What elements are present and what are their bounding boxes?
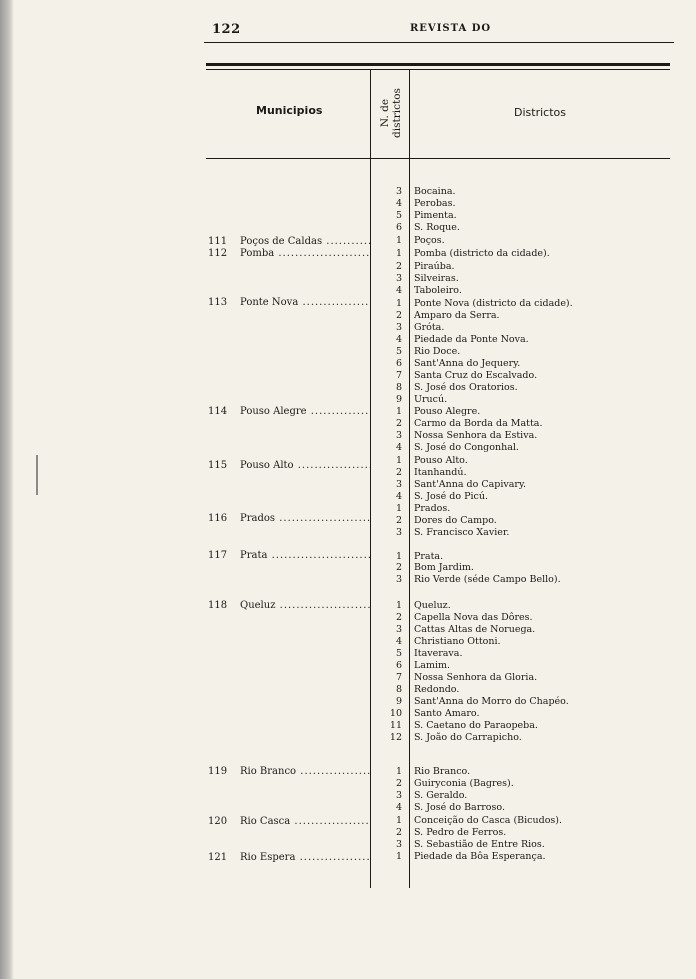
district-number: 2: [395, 261, 402, 272]
municipality-name: Pouso Alto .....: [240, 460, 370, 471]
municipality-number: 114: [208, 406, 228, 417]
district-number: 2: [395, 418, 402, 429]
district-number: 7: [395, 672, 402, 683]
district-name: S. Geraldo.: [414, 790, 468, 801]
n-districtos-line2: districtos: [391, 88, 403, 138]
column-header-districtos: Districtos: [514, 106, 566, 119]
district-name: Urucú.: [414, 394, 448, 405]
district-name: Piedade da Ponte Nova.: [414, 334, 529, 345]
municipality-name: Pouso Alegre .....: [240, 406, 370, 417]
district-number: 9: [395, 394, 402, 405]
district-number: 6: [395, 222, 402, 233]
district-number: 12: [389, 732, 402, 743]
district-name: Pouso Alegre.: [414, 406, 481, 417]
district-name: S. Sebastião de Entre Rios.: [414, 839, 545, 850]
municipality-number: 115: [208, 460, 228, 471]
header-rule: [204, 42, 674, 43]
municipality-name: Poços de Caldas .....: [240, 236, 370, 247]
district-name: Perobas.: [414, 198, 456, 209]
municipality-number: 118: [208, 600, 228, 611]
district-name: Gróta.: [414, 322, 445, 333]
municipality-number: 111: [208, 236, 228, 247]
district-number: 3: [395, 186, 402, 197]
district-name: Cattas Altas de Noruega.: [414, 624, 536, 635]
district-name: Silveiras.: [414, 273, 459, 284]
district-name: Lamim.: [414, 660, 451, 671]
municipality-number: 113: [208, 297, 228, 308]
district-number: 10: [389, 708, 402, 719]
district-name: Prata.: [414, 551, 444, 562]
district-number: 2: [395, 467, 402, 478]
municipality-name: Prados .....: [240, 513, 370, 524]
district-name: Itaverava.: [414, 648, 463, 659]
district-name: Pimenta.: [414, 210, 457, 221]
district-number: 1: [395, 503, 402, 514]
district-name: Sant'Anna do Morro do Chapéo.: [414, 696, 569, 707]
header-bottom-rule: [206, 158, 670, 159]
district-number: 1: [395, 248, 402, 259]
district-number: 4: [395, 636, 402, 647]
district-number: 1: [395, 766, 402, 777]
column-rule-right: [409, 70, 410, 888]
district-number: 1: [395, 298, 402, 309]
district-name: Nossa Senhora da Estiva.: [414, 430, 538, 441]
district-name: Sant'Anna do Jequery.: [414, 358, 521, 369]
district-name: Rio Branco.: [414, 766, 471, 777]
municipality-number: 116: [208, 513, 228, 524]
district-name: Taboleiro.: [414, 285, 462, 296]
municipality-number: 119: [208, 766, 228, 777]
district-name: S. Francisco Xavier.: [414, 527, 510, 538]
district-name: S. José do Barroso.: [414, 802, 505, 813]
column-header-n-districtos: [379, 78, 405, 148]
district-number: 7: [395, 370, 402, 381]
municipality-name: Rio Casca .....: [240, 816, 370, 827]
district-name: S. José dos Oratorios.: [414, 382, 518, 393]
district-number: 9: [395, 696, 402, 707]
district-number: 2: [395, 612, 402, 623]
district-number: 3: [395, 624, 402, 635]
municipality-number: 121: [208, 852, 228, 863]
municipality-name: Queluz .....: [240, 600, 370, 611]
column-header-municipios: Municipios: [256, 104, 323, 117]
district-name: S. Caetano do Paraopeba.: [414, 720, 538, 731]
district-number: 4: [395, 442, 402, 453]
page-edge-shadow: [0, 0, 14, 979]
district-name: Dores do Campo.: [414, 515, 497, 526]
district-number: 5: [395, 210, 402, 221]
district-name: Bocaina.: [414, 186, 456, 197]
district-number: 3: [395, 322, 402, 333]
page-number: 122: [212, 22, 241, 37]
district-number: 5: [395, 648, 402, 659]
district-number: 3: [395, 790, 402, 801]
municipality-number: 112: [208, 248, 228, 259]
district-name: S. João do Carrapicho.: [414, 732, 522, 743]
district-number: 1: [395, 600, 402, 611]
district-number: 1: [395, 551, 402, 562]
municipality-name: Rio Espera .....: [240, 852, 370, 863]
district-number: 2: [395, 778, 402, 789]
district-name: Conceição do Casca (Bicudos).: [414, 815, 563, 826]
district-name: Queluz.: [414, 600, 451, 611]
municipality-name: Prata .....: [240, 550, 370, 561]
district-name: Carmo da Borda da Matta.: [414, 418, 543, 429]
district-number: 1: [395, 235, 402, 246]
district-number: 1: [395, 406, 402, 417]
municipality-name: Pomba .....: [240, 248, 370, 259]
district-name: Piraúba.: [414, 261, 455, 272]
district-name: Prados.: [414, 503, 451, 514]
district-number: 4: [395, 334, 402, 345]
district-name: Pouso Alto.: [414, 455, 468, 466]
district-name: Sant'Anna do Capivary.: [414, 479, 527, 490]
district-number: 2: [395, 562, 402, 573]
table-top-rule-thick: [206, 63, 670, 66]
district-number: 11: [389, 720, 402, 731]
municipality-name: Rio Branco .....: [240, 766, 370, 777]
district-number: 4: [395, 491, 402, 502]
n-districtos-line1: N. de: [379, 98, 391, 128]
district-name: Santo Amaro.: [414, 708, 480, 719]
column-rule-left: [370, 70, 371, 888]
district-name: Santa Cruz do Escalvado.: [414, 370, 538, 381]
district-name: Piedade da Bôa Esperança.: [414, 851, 546, 862]
district-name: Rio Verde (séde Campo Bello).: [414, 574, 561, 585]
district-name: Nossa Senhora da Gloria.: [414, 672, 538, 683]
district-name: Guiryconia (Bagres).: [414, 778, 514, 789]
district-number: 4: [395, 285, 402, 296]
district-name: S. Pedro de Ferros.: [414, 827, 507, 838]
district-number: 8: [395, 382, 402, 393]
district-number: 6: [395, 660, 402, 671]
district-number: 2: [395, 827, 402, 838]
district-number: 3: [395, 479, 402, 490]
district-number: 1: [395, 455, 402, 466]
district-number: 1: [395, 851, 402, 862]
district-name: S. Roque.: [414, 222, 460, 233]
district-name: Amparo da Serra.: [414, 310, 500, 321]
district-name: Bom Jardim.: [414, 562, 474, 573]
district-name: Pomba (districto da cidade).: [414, 248, 550, 259]
district-number: 4: [395, 802, 402, 813]
district-number: 3: [395, 273, 402, 284]
district-number: 3: [395, 527, 402, 538]
district-name: Ponte Nova (districto da cidade).: [414, 298, 573, 309]
table-top-rule-thin: [206, 69, 670, 70]
district-number: 3: [395, 430, 402, 441]
district-name: Capella Nova das Dôres.: [414, 612, 533, 623]
district-name: Redondo.: [414, 684, 460, 695]
district-number: 8: [395, 684, 402, 695]
municipality-name: Ponte Nova .....: [240, 297, 370, 308]
municipality-number: 117: [208, 550, 228, 561]
district-name: Itanhandú.: [414, 467, 467, 478]
district-name: S. José do Congonhal.: [414, 442, 519, 453]
district-name: Rio Doce.: [414, 346, 461, 357]
district-name: Christiano Ottoni.: [414, 636, 501, 647]
district-number: 2: [395, 515, 402, 526]
district-number: 6: [395, 358, 402, 369]
municipality-number: 120: [208, 816, 228, 827]
district-name: S. José do Picú.: [414, 491, 488, 502]
running-title: REVISTA DO: [410, 23, 492, 34]
district-number: 3: [395, 839, 402, 850]
district-number: 2: [395, 310, 402, 321]
district-name: Poços.: [414, 235, 445, 246]
district-number: 1: [395, 815, 402, 826]
margin-mark: [36, 455, 38, 495]
district-number: 4: [395, 198, 402, 209]
district-number: 5: [395, 346, 402, 357]
district-number: 3: [395, 574, 402, 585]
